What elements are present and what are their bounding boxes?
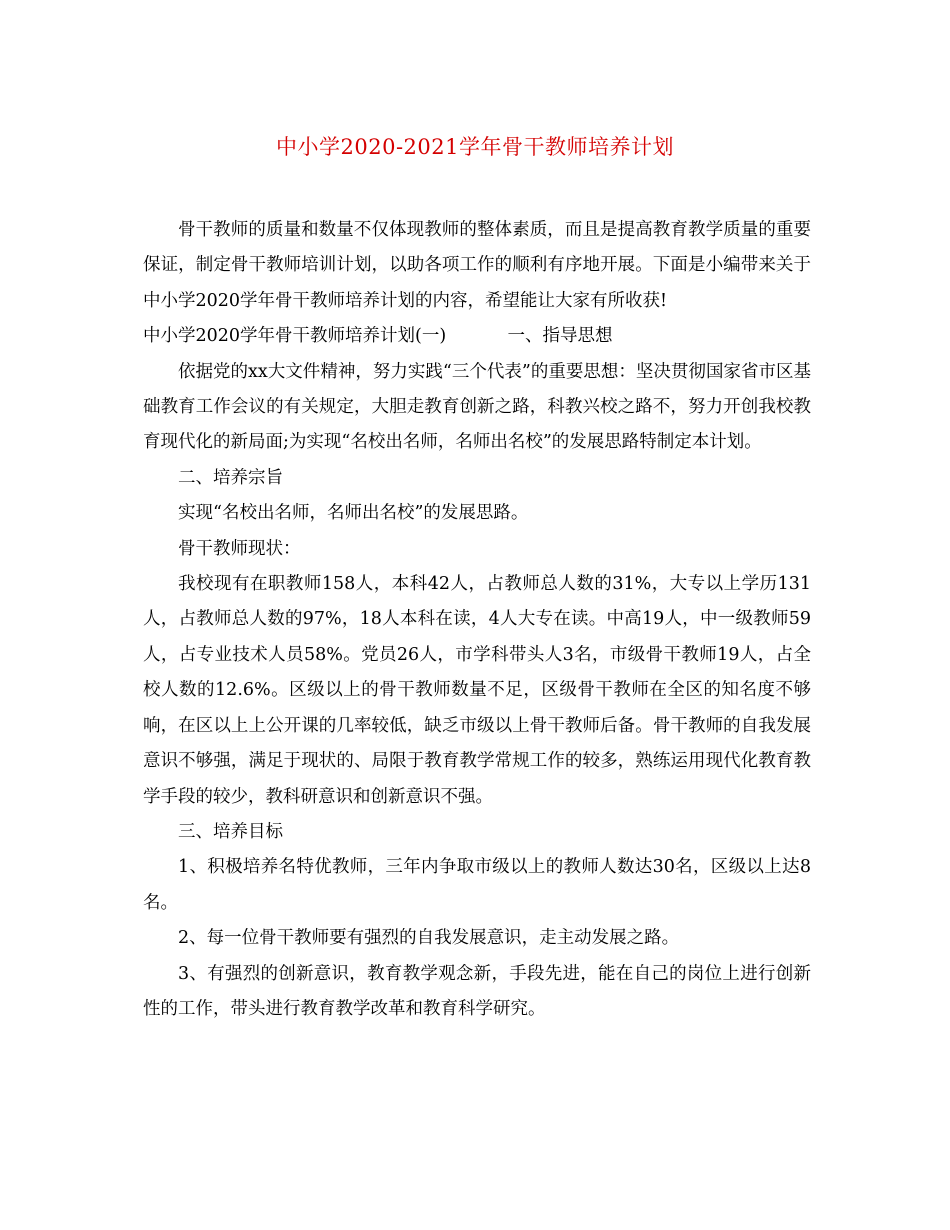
goal-1-paragraph: 1、积极培养名特优教师，三年内争取市级以上的教师人数达30名，区级以上达8名。 bbox=[143, 857, 811, 913]
section-2-heading: 二、培养宗旨 bbox=[178, 467, 283, 488]
intro-paragraph: 骨干教师的质量和数量不仅体现教师的整体素质，而且是提高教育教学质量的重要保证，制定骨干教师培训计划，以助各项工作的顺利有序地开展。下面是小编带来关于中小学2020学年骨干教师培养计划的内容，希望能让大家有所收获! bbox=[143, 220, 811, 311]
goal-2-paragraph: 2、每一位骨干教师要有强烈的自我发展意识，走主动发展之路。 bbox=[178, 928, 680, 949]
section-1-heading: 一、指导思想 bbox=[507, 326, 613, 347]
purpose-paragraph: 实现“名校出名师，名师出名校”的发展思路。 bbox=[178, 503, 529, 524]
plan-heading-line bbox=[143, 319, 811, 354]
status-paragraph: 我校现有在职教师158人，本科42人，占教师总人数的31%，大专以上学历131人，占教师总人数的97%，18人本科在读，4人大专在读。中高19人，中一级教师59人，占专业技术人员58%。党员26人，市学科带头人3名，市级骨干教师19人，占全校人数的12.6%。区级以上的骨干教师数量不足，区级骨干教师在全区的知名度不够响，在区以上上公开课的几率较低，缺乏市级以上骨干教师后备。骨干教师的自我发展意识不够强，满足于现状的、局限于教育教学常规工作的较多，熟练运用现代化教育教学手段的较少，教科研意识和创新意识不强。 bbox=[143, 574, 811, 807]
plan-heading: 中小学2020学年骨干教师培养计划(一) bbox=[143, 326, 447, 347]
document-body bbox=[143, 213, 811, 1027]
section-3-heading: 三、培养目标 bbox=[178, 821, 283, 842]
document-title: 中小学2020-2021学年骨干教师培养计划 bbox=[276, 135, 674, 159]
status-heading: 骨干教师现状： bbox=[178, 538, 301, 559]
guiding-thought-paragraph: 依据党的xx大文件精神，努力实践“三个代表”的重要思想：坚决贯彻国家省市区基础教育工作会议的有关规定，大胆走教育创新之路，科教兴校之路不，努力开创我校教育现代化的新局面;为实现“名校出名师，名师出名校”的发展思路特制定本计划。 bbox=[143, 361, 811, 453]
goal-3-paragraph: 3、有强烈的创新意识，教育教学观念新，手段先进，能在自己的岗位上进行创新性的工作，带头进行教育教学改革和教育科学研究。 bbox=[143, 963, 811, 1019]
